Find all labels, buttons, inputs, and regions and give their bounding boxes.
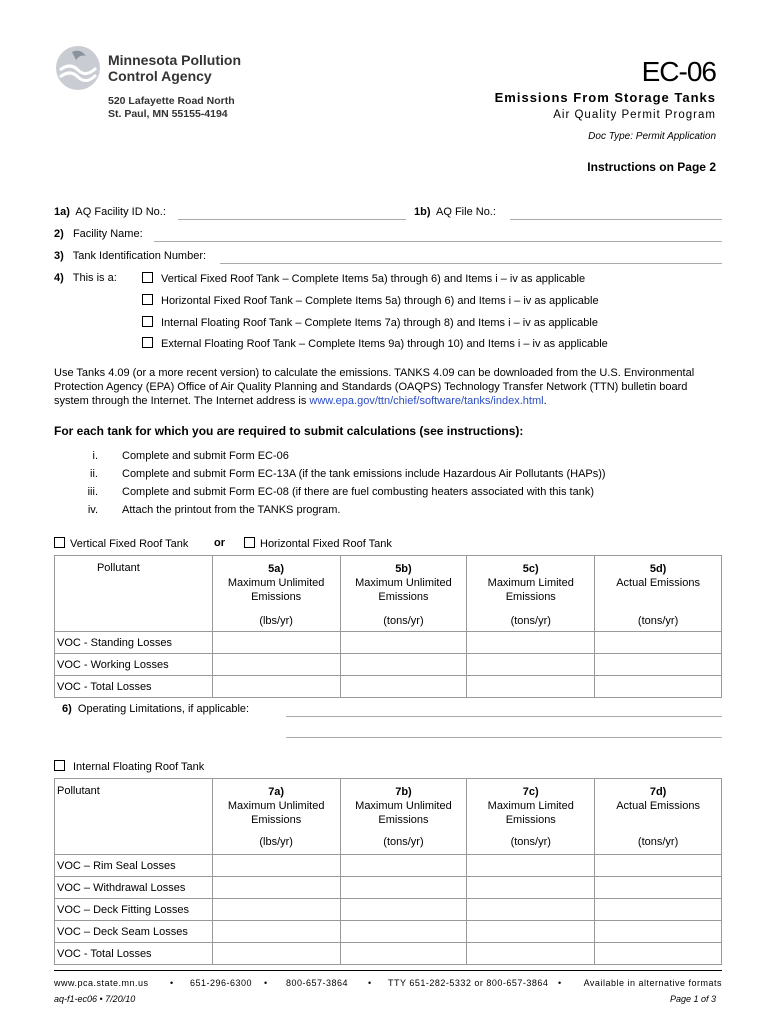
cell-input[interactable] xyxy=(212,676,340,698)
cell-input[interactable] xyxy=(340,676,467,698)
cell-input[interactable] xyxy=(340,855,467,877)
tank-option-external-floating[interactable]: External Floating Roof Tank – Complete Items 9a) through 10) and Items i – iv as applicable xyxy=(142,337,608,350)
checkbox[interactable] xyxy=(142,294,153,305)
list-item: ii. Complete and submit Form EC-13A (if the tank emissions include Hazardous Air Pollutants (HAPs)) xyxy=(90,468,606,480)
cell-input[interactable] xyxy=(595,877,722,899)
cell-input[interactable] xyxy=(340,943,467,965)
checkbox[interactable] xyxy=(142,316,153,327)
operating-limitations-input-2[interactable] xyxy=(286,737,722,738)
table-row: VOC – Deck Seam Losses xyxy=(55,921,722,943)
cell-input[interactable] xyxy=(212,654,340,676)
checkbox[interactable] xyxy=(142,272,153,283)
field-1b-label: 1b) AQ File No.: xyxy=(414,206,496,218)
tank-option-horizontal-fixed[interactable]: Horizontal Fixed Roof Tank – Complete Items 5a) through 6) and Items i – iv as applicable xyxy=(142,294,599,307)
cell-input[interactable] xyxy=(340,632,467,654)
cell-input[interactable] xyxy=(595,921,722,943)
pollutant-header: Pollutant xyxy=(55,556,213,632)
cell-input[interactable] xyxy=(212,877,340,899)
footer-sep: • xyxy=(170,978,174,988)
footer-sep: • xyxy=(264,978,268,988)
cell-input[interactable] xyxy=(467,632,595,654)
tanks-instructions-paragraph: Use Tanks 4.09 (or a more recent version) to calculate the emissions. TANKS 4.09 can be downloaded from the U.S. Environmental Protection Agency (EPA) Office of Air Quality Planning and Standards (OAQPS) Technology Transfer Network (TTN) bulletin board system through the Internet. The Internet address is www.epa.gov/ttn/chief/software/tanks/index.html. xyxy=(54,367,695,407)
aq-facility-id-input[interactable] xyxy=(178,219,406,220)
table-row: VOC – Rim Seal Losses xyxy=(55,855,722,877)
form-title: Emissions From Storage Tanks xyxy=(494,90,716,105)
list-item: i. Complete and submit Form EC-06 xyxy=(92,450,289,462)
cell-input[interactable] xyxy=(212,921,340,943)
table-row: VOC - Total Losses xyxy=(55,943,722,965)
footer-tty: TTY 651-282-5332 or 800-657-3864 xyxy=(388,978,549,988)
col-5c: 5c) Maximum Limited Emissions (tons/yr) xyxy=(467,556,595,632)
fixed-roof-table xyxy=(54,555,722,698)
footer-phone-1: 651-296-6300 xyxy=(190,978,253,988)
cell-input[interactable] xyxy=(467,855,595,877)
cell-input[interactable] xyxy=(340,877,467,899)
tank-option-internal-floating[interactable]: Internal Floating Roof Tank – Complete Items 7a) through 8) and Items i – iv as applicable xyxy=(142,316,598,329)
cell-input[interactable] xyxy=(595,676,722,698)
agency-address: 520 Lafayette Road North St. Paul, MN 55155-4194 xyxy=(108,95,235,120)
epa-tanks-link[interactable]: www.epa.gov/ttn/chief/software/tanks/index.html xyxy=(309,395,544,407)
form-id: EC-06 xyxy=(641,56,716,87)
footer-alt-formats: Available in alternative formats xyxy=(583,978,722,988)
tank-option-vertical-fixed[interactable]: Vertical Fixed Roof Tank – Complete Items 5a) through 6) and Items i – iv as applicable xyxy=(142,272,585,285)
instructions-note: Instructions on Page 2 xyxy=(587,160,716,174)
table-row: VOC – Deck Fitting Losses xyxy=(55,899,722,921)
cell-input[interactable] xyxy=(595,943,722,965)
checkbox[interactable] xyxy=(142,337,153,348)
table-row: VOC - Total Losses xyxy=(55,676,722,698)
checkbox[interactable] xyxy=(244,537,255,548)
footer-doc-id: aq-f1-ec06 • 7/20/10 xyxy=(54,994,136,1004)
fixed-roof-horizontal-option[interactable]: Horizontal Fixed Roof Tank xyxy=(244,537,392,550)
list-item: iv. Attach the printout from the TANKS program. xyxy=(87,504,341,516)
operating-limitations-label: 6) Operating Limitations, if applicable: xyxy=(62,703,250,715)
cell-input[interactable] xyxy=(595,855,722,877)
cell-input[interactable] xyxy=(467,676,595,698)
cell-input[interactable] xyxy=(595,632,722,654)
cell-input[interactable] xyxy=(212,632,340,654)
list-item: iii. Complete and submit Form EC-08 (if there are fuel combusting heaters associated with this tank) xyxy=(87,486,594,498)
or-label: or xyxy=(214,537,225,549)
footer-sep: • xyxy=(558,978,562,988)
pollutant-header: Pollutant xyxy=(55,779,213,855)
footer-phone-2: 800-657-3864 xyxy=(286,978,349,988)
cell-input[interactable] xyxy=(340,654,467,676)
tank-id-input[interactable] xyxy=(220,263,722,264)
col-7d: 7d) Actual Emissions (tons/yr) xyxy=(595,779,722,855)
checkbox[interactable] xyxy=(54,537,65,548)
internal-floating-option[interactable]: Internal Floating Roof Tank xyxy=(54,760,204,773)
cell-input[interactable] xyxy=(212,943,340,965)
cell-input[interactable] xyxy=(595,654,722,676)
table-row: VOC - Standing Losses xyxy=(55,632,722,654)
col-5d: 5d) Actual Emissions (tons/yr) xyxy=(595,556,722,632)
col-5b: 5b) Maximum Unlimited Emissions (tons/yr) xyxy=(340,556,467,632)
table-row: VOC – Withdrawal Losses xyxy=(55,877,722,899)
cell-input[interactable] xyxy=(467,899,595,921)
internal-floating-table xyxy=(54,778,722,965)
col-7a: 7a) Maximum Unlimited Emissions (lbs/yr) xyxy=(212,779,340,855)
cell-input[interactable] xyxy=(467,943,595,965)
program-name: Air Quality Permit Program xyxy=(553,109,716,121)
cell-input[interactable] xyxy=(467,877,595,899)
col-5a: 5a) Maximum Unlimited Emissions (lbs/yr) xyxy=(212,556,340,632)
steps-list xyxy=(54,447,694,519)
cell-input[interactable] xyxy=(595,899,722,921)
fixed-roof-vertical-option[interactable]: Vertical Fixed Roof Tank xyxy=(54,537,188,550)
facility-name-input[interactable] xyxy=(154,241,722,242)
field-2-label: 2) Facility Name: xyxy=(54,228,143,240)
cell-input[interactable] xyxy=(340,899,467,921)
footer-sep: • xyxy=(368,978,372,988)
checkbox[interactable] xyxy=(54,760,65,771)
col-7b: 7b) Maximum Unlimited Emissions (tons/yr) xyxy=(340,779,467,855)
aq-file-no-input[interactable] xyxy=(510,219,722,220)
cell-input[interactable] xyxy=(467,654,595,676)
agency-logo xyxy=(54,44,102,92)
doc-type: Doc Type: Permit Application xyxy=(588,131,716,142)
table-row: VOC - Working Losses xyxy=(55,654,722,676)
footer-page-number: Page 1 of 3 xyxy=(669,994,716,1004)
footer-divider xyxy=(54,970,722,971)
col-7c: 7c) Maximum Limited Emissions (tons/yr) xyxy=(467,779,595,855)
cell-input[interactable] xyxy=(340,921,467,943)
field-4-label: 4) This is a: xyxy=(54,272,117,284)
cell-input[interactable] xyxy=(212,899,340,921)
operating-limitations-input-1[interactable] xyxy=(286,716,722,717)
field-3-label: 3) Tank Identification Number: xyxy=(54,250,207,262)
cell-input[interactable] xyxy=(467,921,595,943)
calc-heading: For each tank for which you are required to submit calculations (see instructions): xyxy=(54,424,524,438)
footer-website: www.pca.state.mn.us xyxy=(54,978,149,988)
field-1a-label: 1a) AQ Facility ID No.: xyxy=(54,206,166,218)
agency-name: Minnesota Pollution Control Agency xyxy=(108,52,241,84)
cell-input[interactable] xyxy=(212,855,340,877)
